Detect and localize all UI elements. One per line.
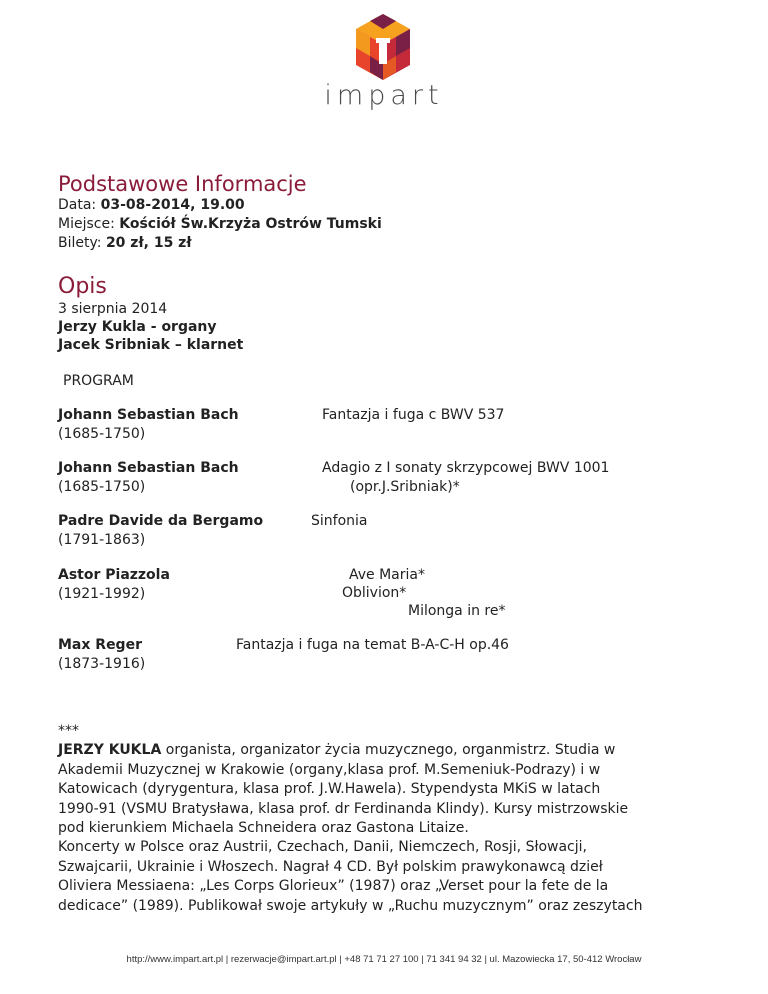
bio-line: Akademii Muzycznej w Krakowie (organy,klasa prof. M.Semeniuk-Podrazy) i w <box>58 761 601 778</box>
opis-heading: Opis <box>58 274 107 299</box>
bio-line: 1990-91 (VSMU Bratysława, klasa prof. dr Ferdinanda Klindy). Kursy mistrzowskie <box>58 800 629 817</box>
program-item-composer <box>58 512 263 550</box>
date-value: 03-08-2014, 19.00 <box>100 197 245 213</box>
bio-line: dedicace” (1989). Publikował swoje artykuły w „Ruchu muzycznym” oraz zeszytach <box>58 897 643 914</box>
program-item-composer <box>58 459 239 497</box>
composer-name: Johann Sebastian Bach <box>58 460 239 476</box>
place-line <box>58 215 382 234</box>
bio-line: Szwajcarii, Ukrainie i Włoszech. Nagrał 4 CD. Był polskim prawykonawcą dzieł <box>58 858 603 875</box>
footer-contact: http://www.impart.art.pl | rezerwacje@impart.art.pl | +48 71 71 27 100 | 71 341 94 32 | ul. Mazowiecka 17, 50-412 Wrocław <box>126 954 642 965</box>
program-item-composer <box>58 636 145 674</box>
composer-years: (1921-1992) <box>58 586 146 602</box>
program-work-note: (opr.J.Sribniak)* <box>350 479 460 495</box>
program-item-composer <box>58 566 170 604</box>
date-line <box>58 196 245 215</box>
bio-line: Katowicach (dyrygentura, klasa prof. J.W.Hawela). Stypendysta MKiS w latach <box>58 781 601 798</box>
date-label: Data: <box>58 197 97 213</box>
tickets-value: 20 zł, 15 zł <box>105 235 192 251</box>
bio-line <box>58 741 718 760</box>
bio-text: organista, organizator życia muzycznego, organmistrz. Studia w <box>161 742 616 759</box>
program-work: Sinfonia <box>311 513 368 529</box>
brand-name: impart <box>324 80 444 111</box>
performer-organ: Jerzy Kukla - organy <box>58 319 217 335</box>
program-work: Fantazja i fuga na temat B-A-C-H op.46 <box>236 637 509 653</box>
composer-name: Max Reger <box>58 637 142 653</box>
composer-name: Astor Piazzola <box>58 567 170 583</box>
tickets-line <box>58 234 192 253</box>
program-work: Fantazja i fuga c BWV 537 <box>322 407 505 423</box>
program-work: Oblivion* <box>342 585 407 601</box>
biography <box>58 722 718 916</box>
place-label: Miejsce: <box>58 216 115 232</box>
composer-years: (1791-1863) <box>58 532 146 548</box>
composer-years: (1873-1916) <box>58 656 146 672</box>
composer-name: Padre Davide da Bergamo <box>58 513 264 529</box>
bio-separator: *** <box>58 723 79 739</box>
bio-line: Koncerty w Polsce oraz Austrii, Czechach, Danii, Niemczech, Rosji, Słowacji, <box>58 839 587 856</box>
impart-logo-icon <box>352 12 414 82</box>
program-work: Milonga in re* <box>408 603 506 619</box>
program-work: Ave Maria* <box>349 567 425 583</box>
program-label: PROGRAM <box>63 373 134 389</box>
performer-clarinet: Jacek Sribniak – klarnet <box>58 337 244 353</box>
composer-years: (1685-1750) <box>58 426 146 442</box>
bio-name: JERZY KUKLA <box>58 742 162 759</box>
program-item-composer <box>58 406 239 444</box>
bio-line: pod kierunkiem Michaela Schneidera oraz Gastona Litaize. <box>58 820 469 837</box>
place-value: Kościół Św.Krzyża Ostrów Tumski <box>119 216 382 232</box>
concert-date: 3 sierpnia 2014 <box>58 301 168 317</box>
composer-name: Johann Sebastian Bach <box>58 407 239 423</box>
info-heading: Podstawowe Informacje <box>58 172 307 196</box>
program-work: Adagio z I sonaty skrzypcowej BWV 1001 <box>322 460 610 476</box>
tickets-label: Bilety: <box>58 235 102 251</box>
composer-years: (1685-1750) <box>58 479 146 495</box>
bio-line: Oliviera Messiaena: „Les Corps Glorieux” (1987) oraz „Verset pour la fete de la <box>58 878 609 895</box>
